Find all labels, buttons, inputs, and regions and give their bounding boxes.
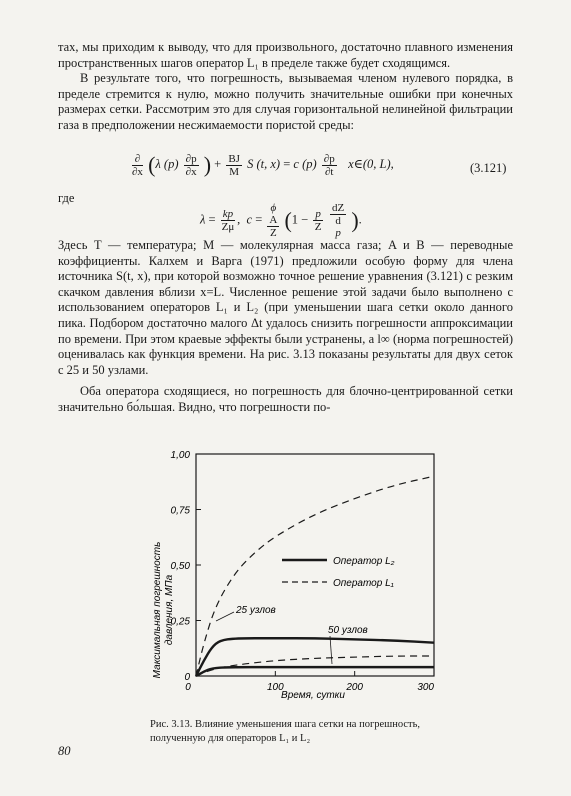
paragraph-4: Оба оператора сходящиеся, но погрешность для блочно-центрированной сетки значительно бо́льшая. Видно, что погрешности по-	[58, 384, 513, 414]
legend-l2-label: Оператор L₂	[333, 556, 395, 567]
equation-3-121: $\frac{\partial}{\partial x}$ (λ (p) $\frac{\partial p}{\partial x}$ ) + $\frac{BJ}{M}$ S (t, x) = c (p) $\frac{\partial p}{\partial t}$ x∈(0, L),	[132, 152, 394, 178]
error-chart	[130, 440, 450, 710]
y-tick-label: 1,00	[170, 450, 190, 461]
paragraph-1: тах, мы приходим к выводу, что для произвольного, достаточно плавного изменения пространственных шагов оператор L₁ в пределе также будет сходящимся.	[58, 40, 513, 70]
y-tick-label: 0,50	[170, 561, 190, 572]
x-tick-label: 0	[185, 682, 191, 693]
x-tick-label: 100	[266, 682, 284, 693]
series-l2-25-line	[196, 638, 434, 676]
plot-frame	[196, 454, 434, 676]
paragraph-3: Здесь T — температура; M — молекулярная масса газа; A и B — переводные коэффициенты. Калхем и Варга (1971) предложили особую форму для члена источника S(t, x), при которой возможно точное решение уравнения (3.121) с резким скачком давления вблизи x=L. Численное решение этой задачи было выполнено с использованием операторов L₁ и L₂ (при уменьшении шага сетки около данного пика. Подбором достаточно малого Δt удалось снизить погрешности аппроксимации по времени. При этом краевые эффекты были устранены, а l∞ (норма погрешностей) оценивалась как функция времени. На рис. 3.13 показаны результаты для двух сеток с 25 и 50 узлами.	[58, 238, 513, 377]
page-number: 80	[58, 744, 71, 758]
annotation-50-label: 50 узлов	[328, 625, 368, 636]
body-text-bottom	[58, 238, 513, 416]
body-text-top	[58, 40, 513, 134]
annotation-50-leader	[330, 636, 332, 664]
y-tick-label: 0	[184, 672, 190, 683]
equation-lambda: λ = $\frac{kp}{Z\mu}$ , c = ϕ A Z (1 − $\frac{p}{Z}$ dZ d p ).	[200, 202, 362, 239]
where-word: где	[58, 191, 75, 205]
series-l1-25-line	[196, 476, 434, 676]
legend-l1-label: Оператор L₁	[333, 578, 394, 589]
y-axis-label-2: давления, МПа	[164, 574, 175, 646]
chart-tick-labels	[171, 450, 435, 693]
x-axis-label: Время, сутки	[281, 690, 345, 701]
chart-legend	[282, 556, 395, 589]
annotation-25-label: 25 узлов	[236, 605, 276, 616]
paragraph-2: В результате того, что погрешность, вызываемая членом нулевого порядка, в пределе стремится к нулю, можно получить значительные ошибки при конечных размерах сетки. Рассмотрим это для случая горизонтальной нелинейной фильтрации газа в предположении несжимаемости пористой среды:	[58, 71, 513, 132]
annotation-25-nodes	[216, 605, 276, 621]
chart-curves	[196, 476, 434, 676]
annotation-25-leader	[216, 612, 234, 621]
y-tick-label: 0,25	[170, 616, 190, 628]
equation-domain: x∈(0, L),	[348, 156, 394, 171]
figure-caption: Рис. 3.13. Влияние уменьшения шага сетки на погрешность, полученную для операторов L₁ и L₂	[150, 719, 421, 744]
y-tick-label: 0,75	[170, 505, 190, 517]
x-tick-label: 300	[417, 682, 434, 693]
series-l2-50-line	[196, 667, 434, 676]
chart-axes	[196, 454, 434, 676]
equation-number: (3.121)	[470, 161, 507, 175]
annotation-50-nodes	[328, 625, 368, 664]
y-axis-label-1: Максимальная погрешность	[152, 541, 163, 679]
x-tick-label: 200	[346, 682, 364, 693]
